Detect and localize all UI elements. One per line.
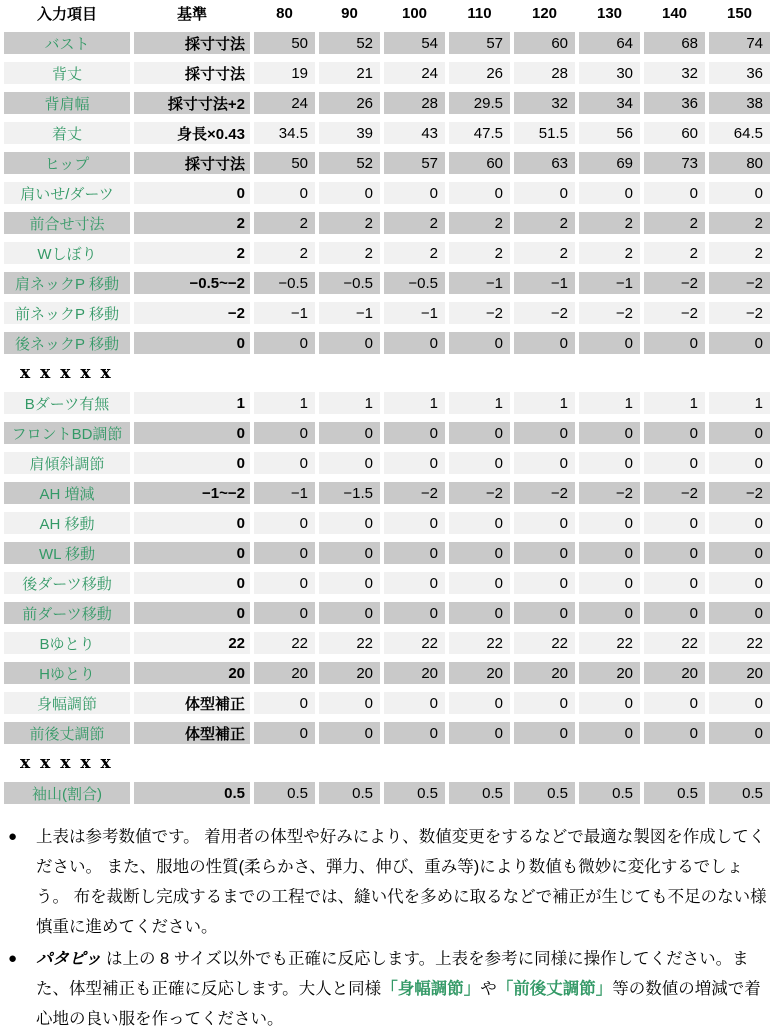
size-value: 0 bbox=[514, 422, 575, 444]
size-value: −1 bbox=[319, 302, 380, 324]
table-row bbox=[4, 482, 770, 504]
base-value: 22 bbox=[134, 632, 250, 654]
size-value: 26 bbox=[319, 92, 380, 114]
size-value: −1 bbox=[384, 302, 445, 324]
size-value: 60 bbox=[514, 32, 575, 54]
table-row bbox=[4, 182, 770, 204]
size-value: −2 bbox=[514, 302, 575, 324]
size-value: 0 bbox=[319, 452, 380, 474]
size-value: 0 bbox=[579, 422, 640, 444]
size-value: 20 bbox=[319, 662, 380, 684]
size-value: 32 bbox=[514, 92, 575, 114]
table-row bbox=[4, 452, 770, 474]
size-value: 0 bbox=[514, 722, 575, 744]
bullet-icon: ● bbox=[8, 828, 18, 845]
table-row bbox=[4, 632, 770, 654]
size-value: 0 bbox=[514, 602, 575, 624]
size-value: 64.5 bbox=[709, 122, 770, 144]
table-row bbox=[4, 422, 770, 444]
size-value: −0.5 bbox=[254, 272, 315, 294]
table-row bbox=[4, 662, 770, 684]
base-value: 0.5 bbox=[134, 782, 250, 804]
column-header-size-140: 140 bbox=[644, 2, 705, 24]
size-value: 20 bbox=[709, 662, 770, 684]
size-value: 0 bbox=[254, 182, 315, 204]
column-header-input-item: 入力項目 bbox=[4, 2, 130, 24]
size-value: 50 bbox=[254, 152, 315, 174]
size-value: 0 bbox=[579, 722, 640, 744]
brand-name: パタピッ bbox=[36, 950, 106, 968]
size-value: 29.5 bbox=[449, 92, 510, 114]
table-row bbox=[4, 122, 770, 144]
base-value: −0.5~−2 bbox=[134, 272, 250, 294]
size-value: 1 bbox=[384, 392, 445, 414]
size-value: 0 bbox=[319, 542, 380, 564]
size-value: 22 bbox=[514, 632, 575, 654]
size-value: 2 bbox=[579, 212, 640, 234]
size-value: 0 bbox=[514, 692, 575, 714]
size-value: 2 bbox=[319, 242, 380, 264]
size-value: 60 bbox=[644, 122, 705, 144]
size-value: 0 bbox=[319, 182, 380, 204]
size-value: −2 bbox=[514, 482, 575, 504]
base-value: 2 bbox=[134, 212, 250, 234]
size-value: 22 bbox=[449, 632, 510, 654]
size-value: 0 bbox=[319, 572, 380, 594]
size-value: 0 bbox=[579, 332, 640, 354]
size-value: −1 bbox=[254, 302, 315, 324]
size-value: 20 bbox=[254, 662, 315, 684]
size-value: −2 bbox=[579, 302, 640, 324]
bullet-icon: ● bbox=[8, 950, 18, 967]
base-value: 0 bbox=[134, 512, 250, 534]
size-value: 0 bbox=[514, 572, 575, 594]
size-value: 0.5 bbox=[644, 782, 705, 804]
size-value: 0 bbox=[644, 512, 705, 534]
size-value: 0 bbox=[384, 692, 445, 714]
size-value: 0 bbox=[254, 452, 315, 474]
size-value: 0 bbox=[384, 182, 445, 204]
size-value: 74 bbox=[709, 32, 770, 54]
size-value: 1 bbox=[644, 392, 705, 414]
size-value: 0 bbox=[449, 512, 510, 534]
size-value: 0 bbox=[709, 182, 770, 204]
size-value: 50 bbox=[254, 32, 315, 54]
table-header-row bbox=[4, 2, 770, 24]
table-row bbox=[4, 692, 770, 714]
base-value: −1~−2 bbox=[134, 482, 250, 504]
size-value: 1 bbox=[709, 392, 770, 414]
size-value: 1 bbox=[514, 392, 575, 414]
size-value: −2 bbox=[709, 302, 770, 324]
size-value: 0 bbox=[644, 722, 705, 744]
size-value: 2 bbox=[254, 242, 315, 264]
size-value: 2 bbox=[644, 242, 705, 264]
size-value: 0 bbox=[644, 572, 705, 594]
size-value: 20 bbox=[384, 662, 445, 684]
size-value: 24 bbox=[384, 62, 445, 84]
size-value: 1 bbox=[449, 392, 510, 414]
size-value: 0 bbox=[449, 602, 510, 624]
size-value: −2 bbox=[644, 302, 705, 324]
base-value: 1 bbox=[134, 392, 250, 414]
table-row bbox=[4, 602, 770, 624]
size-value: 39 bbox=[319, 122, 380, 144]
size-value: 24 bbox=[254, 92, 315, 114]
size-value: 1 bbox=[319, 392, 380, 414]
size-value: 69 bbox=[579, 152, 640, 174]
base-value: 0 bbox=[134, 332, 250, 354]
size-value: 20 bbox=[514, 662, 575, 684]
table-row bbox=[4, 392, 770, 414]
size-value: 0.5 bbox=[579, 782, 640, 804]
size-value: −2 bbox=[709, 272, 770, 294]
note-text-segment: 等の数値の増減で着心地の良い服を作ってください。 bbox=[36, 980, 761, 1028]
size-value: 0 bbox=[254, 422, 315, 444]
size-value: 0 bbox=[449, 452, 510, 474]
row-label: 後ネックP 移動 bbox=[4, 332, 130, 354]
size-value: 0 bbox=[384, 512, 445, 534]
size-value: 0 bbox=[579, 452, 640, 474]
table-row bbox=[4, 32, 770, 54]
size-value: 51.5 bbox=[514, 122, 575, 144]
size-value: 0 bbox=[384, 422, 445, 444]
size-value: −1 bbox=[449, 272, 510, 294]
column-header-size-150: 150 bbox=[709, 2, 770, 24]
size-value: 63 bbox=[514, 152, 575, 174]
size-value: 0 bbox=[579, 602, 640, 624]
size-value: 0 bbox=[514, 512, 575, 534]
size-value: 0 bbox=[449, 182, 510, 204]
table-row bbox=[4, 212, 770, 234]
size-value: 2 bbox=[254, 212, 315, 234]
size-value: 0 bbox=[644, 542, 705, 564]
size-value: 30 bbox=[579, 62, 640, 84]
size-value: 0 bbox=[644, 452, 705, 474]
size-value: 0 bbox=[449, 572, 510, 594]
size-value: −2 bbox=[449, 482, 510, 504]
size-value: 0 bbox=[254, 542, 315, 564]
size-value: −1 bbox=[514, 272, 575, 294]
row-label: Wしぼり bbox=[4, 242, 130, 264]
size-value: 0 bbox=[709, 572, 770, 594]
base-value: 採寸寸法+2 bbox=[134, 92, 250, 114]
size-value: 0 bbox=[254, 572, 315, 594]
row-label: 着丈 bbox=[4, 122, 130, 144]
base-value: 採寸寸法 bbox=[134, 62, 250, 84]
size-value: 0 bbox=[709, 452, 770, 474]
base-value: 0 bbox=[134, 602, 250, 624]
table-row bbox=[4, 92, 770, 114]
table-row bbox=[4, 512, 770, 534]
row-label: 肩ネックP 移動 bbox=[4, 272, 130, 294]
base-value: 採寸寸法 bbox=[134, 32, 250, 54]
size-value: 21 bbox=[319, 62, 380, 84]
size-value: 0 bbox=[384, 332, 445, 354]
row-label: 背丈 bbox=[4, 62, 130, 84]
size-value: −1 bbox=[579, 272, 640, 294]
row-label: 前後丈調節 bbox=[4, 722, 130, 744]
size-value: 0 bbox=[514, 542, 575, 564]
size-value: 0 bbox=[709, 542, 770, 564]
size-value: 0 bbox=[449, 332, 510, 354]
row-label: 肩いせ/ダーツ bbox=[4, 182, 130, 204]
size-value: 22 bbox=[384, 632, 445, 654]
size-value: 20 bbox=[449, 662, 510, 684]
size-value: 0.5 bbox=[384, 782, 445, 804]
size-value: −2 bbox=[449, 302, 510, 324]
size-value: 0 bbox=[709, 422, 770, 444]
table-row bbox=[4, 272, 770, 294]
size-value: 0 bbox=[254, 512, 315, 534]
separator-stars: xxxxx bbox=[20, 753, 121, 773]
size-value: 20 bbox=[579, 662, 640, 684]
size-value: 0 bbox=[579, 692, 640, 714]
column-header-size-120: 120 bbox=[514, 2, 575, 24]
row-label: 前ダーツ移動 bbox=[4, 602, 130, 624]
size-value: 54 bbox=[384, 32, 445, 54]
table-row bbox=[4, 332, 770, 354]
row-label: 身幅調節 bbox=[4, 692, 130, 714]
size-value: 0 bbox=[449, 422, 510, 444]
base-value: 体型補正 bbox=[134, 722, 250, 744]
size-value: 22 bbox=[254, 632, 315, 654]
size-value: 0 bbox=[709, 722, 770, 744]
size-value: 0 bbox=[709, 512, 770, 534]
size-value: 0 bbox=[644, 182, 705, 204]
size-value: 0 bbox=[384, 602, 445, 624]
size-value: 43 bbox=[384, 122, 445, 144]
column-header-size-130: 130 bbox=[579, 2, 640, 24]
size-value: 36 bbox=[644, 92, 705, 114]
size-value: 22 bbox=[709, 632, 770, 654]
row-label: 前ネックP 移動 bbox=[4, 302, 130, 324]
column-header-size-100: 100 bbox=[384, 2, 445, 24]
size-value: 0.5 bbox=[514, 782, 575, 804]
row-label: Hゆとり bbox=[4, 662, 130, 684]
column-header-size-80: 80 bbox=[254, 2, 315, 24]
column-header-base: 基準 bbox=[134, 2, 250, 24]
size-value: −2 bbox=[384, 482, 445, 504]
size-value: 0 bbox=[644, 692, 705, 714]
size-value: 2 bbox=[709, 242, 770, 264]
note-text-segment: や bbox=[480, 980, 497, 998]
size-value: 0 bbox=[709, 692, 770, 714]
base-value: 体型補正 bbox=[134, 692, 250, 714]
size-value: 68 bbox=[644, 32, 705, 54]
size-value: 47.5 bbox=[449, 122, 510, 144]
size-value: 0 bbox=[254, 602, 315, 624]
size-value: 0 bbox=[709, 332, 770, 354]
table-row bbox=[4, 542, 770, 564]
size-value: 0 bbox=[579, 572, 640, 594]
table-row bbox=[4, 152, 770, 174]
highlighted-term: 「身幅調節」 bbox=[381, 980, 481, 998]
table-row bbox=[4, 242, 770, 264]
size-value: 0 bbox=[579, 182, 640, 204]
size-value: 56 bbox=[579, 122, 640, 144]
size-value: 2 bbox=[449, 242, 510, 264]
row-label: WL 移動 bbox=[4, 542, 130, 564]
size-value: 0 bbox=[254, 692, 315, 714]
size-value: 2 bbox=[319, 212, 380, 234]
base-value: −2 bbox=[134, 302, 250, 324]
size-value: 0.5 bbox=[254, 782, 315, 804]
size-value: −0.5 bbox=[319, 272, 380, 294]
column-header-size-90: 90 bbox=[319, 2, 380, 24]
size-value: 0 bbox=[514, 182, 575, 204]
base-value: 採寸寸法 bbox=[134, 152, 250, 174]
table-row bbox=[4, 302, 770, 324]
size-value: 0 bbox=[579, 512, 640, 534]
size-value: 0.5 bbox=[709, 782, 770, 804]
notes-section bbox=[4, 822, 776, 1034]
size-value: 0 bbox=[319, 692, 380, 714]
size-value: 26 bbox=[449, 62, 510, 84]
size-value: 2 bbox=[514, 212, 575, 234]
size-value: 32 bbox=[644, 62, 705, 84]
size-value: 57 bbox=[449, 32, 510, 54]
size-value: 22 bbox=[644, 632, 705, 654]
size-value: 0.5 bbox=[319, 782, 380, 804]
size-value: 52 bbox=[319, 152, 380, 174]
base-value: 2 bbox=[134, 242, 250, 264]
size-value: 22 bbox=[579, 632, 640, 654]
row-label: AH 移動 bbox=[4, 512, 130, 534]
note-item bbox=[4, 944, 776, 1034]
size-value: 0 bbox=[319, 332, 380, 354]
size-value: 0 bbox=[449, 692, 510, 714]
row-label: 前合せ寸法 bbox=[4, 212, 130, 234]
size-value: 80 bbox=[709, 152, 770, 174]
size-value: 0 bbox=[254, 332, 315, 354]
column-header-size-110: 110 bbox=[449, 2, 510, 24]
size-value: 57 bbox=[384, 152, 445, 174]
size-value: −2 bbox=[644, 482, 705, 504]
size-value: 0 bbox=[449, 542, 510, 564]
row-label: フロントBD調節 bbox=[4, 422, 130, 444]
size-value: 0 bbox=[384, 572, 445, 594]
size-value: 0 bbox=[319, 512, 380, 534]
row-label: バスト bbox=[4, 32, 130, 54]
row-label: 後ダーツ移動 bbox=[4, 572, 130, 594]
row-label: Bダーツ有無 bbox=[4, 392, 130, 414]
size-value: 20 bbox=[644, 662, 705, 684]
size-value: 0 bbox=[384, 452, 445, 474]
base-value: 0 bbox=[134, 572, 250, 594]
row-label: 肩傾斜調節 bbox=[4, 452, 130, 474]
size-value: 34 bbox=[579, 92, 640, 114]
size-value: 0 bbox=[579, 542, 640, 564]
table-row bbox=[4, 752, 770, 774]
row-label: Bゆとり bbox=[4, 632, 130, 654]
size-value: 0 bbox=[254, 722, 315, 744]
size-value: 0 bbox=[514, 332, 575, 354]
size-value: 2 bbox=[449, 212, 510, 234]
size-value: 2 bbox=[384, 212, 445, 234]
size-value: 38 bbox=[709, 92, 770, 114]
size-value: 0 bbox=[449, 722, 510, 744]
size-value: 0.5 bbox=[449, 782, 510, 804]
base-value: 0 bbox=[134, 182, 250, 204]
table-row bbox=[4, 782, 770, 804]
size-value: 0 bbox=[644, 422, 705, 444]
size-value: 64 bbox=[579, 32, 640, 54]
size-value: 36 bbox=[709, 62, 770, 84]
size-value: 22 bbox=[319, 632, 380, 654]
size-value: −2 bbox=[579, 482, 640, 504]
table-row bbox=[4, 62, 770, 84]
size-value: 28 bbox=[514, 62, 575, 84]
size-value: 1 bbox=[579, 392, 640, 414]
size-value: 28 bbox=[384, 92, 445, 114]
size-value: 52 bbox=[319, 32, 380, 54]
size-value: 19 bbox=[254, 62, 315, 84]
size-value: 60 bbox=[449, 152, 510, 174]
row-label: ヒップ bbox=[4, 152, 130, 174]
size-value: 2 bbox=[579, 242, 640, 264]
size-value: 0 bbox=[384, 722, 445, 744]
row-label: 背肩幅 bbox=[4, 92, 130, 114]
size-value: 0 bbox=[644, 332, 705, 354]
base-value: 20 bbox=[134, 662, 250, 684]
size-value: 0 bbox=[384, 542, 445, 564]
size-value: 2 bbox=[709, 212, 770, 234]
table-row bbox=[4, 722, 770, 744]
note-text-segment: は上の 8 サイズ以外でも正確に反応します。上表を参考に同様に操作してください。また、体型補正も正確に反応します。大人と同様 bbox=[36, 950, 749, 998]
size-value: 0 bbox=[709, 602, 770, 624]
table-row bbox=[4, 362, 770, 384]
separator-stars: xxxxx bbox=[20, 363, 121, 383]
size-value: 2 bbox=[644, 212, 705, 234]
note-item bbox=[4, 822, 776, 942]
size-value: −0.5 bbox=[384, 272, 445, 294]
size-value: 2 bbox=[514, 242, 575, 264]
size-value: 34.5 bbox=[254, 122, 315, 144]
size-value: 0 bbox=[319, 722, 380, 744]
base-value: 身長×0.43 bbox=[134, 122, 250, 144]
size-value: −2 bbox=[709, 482, 770, 504]
size-value: 2 bbox=[384, 242, 445, 264]
size-value: 0 bbox=[644, 602, 705, 624]
row-label: AH 増減 bbox=[4, 482, 130, 504]
size-value: 0 bbox=[514, 452, 575, 474]
size-value: 1 bbox=[254, 392, 315, 414]
table-row bbox=[4, 572, 770, 594]
size-value: 0 bbox=[319, 422, 380, 444]
highlighted-term: 「前後丈調節」 bbox=[496, 980, 613, 998]
size-value: 0 bbox=[319, 602, 380, 624]
base-value: 0 bbox=[134, 422, 250, 444]
base-value: 0 bbox=[134, 452, 250, 474]
size-value: 73 bbox=[644, 152, 705, 174]
size-value: −1.5 bbox=[319, 482, 380, 504]
size-value: −1 bbox=[254, 482, 315, 504]
base-value: 0 bbox=[134, 542, 250, 564]
note-text-segment: 上表は参考数値です。 着用者の体型や好みにより、数値変更をするなどで最適な製図を作成してください。 また、服地の性質(柔らかさ、弾力、伸び、重み等)により数値も微妙に変化するでしょう。 布を裁断し完成するまでの工程では、縫い代を多めに取るなどで補正が生じても不足のない様慎重に進めてください。 bbox=[36, 828, 767, 936]
row-label: 袖山(割合) bbox=[4, 782, 130, 804]
size-value: −2 bbox=[644, 272, 705, 294]
